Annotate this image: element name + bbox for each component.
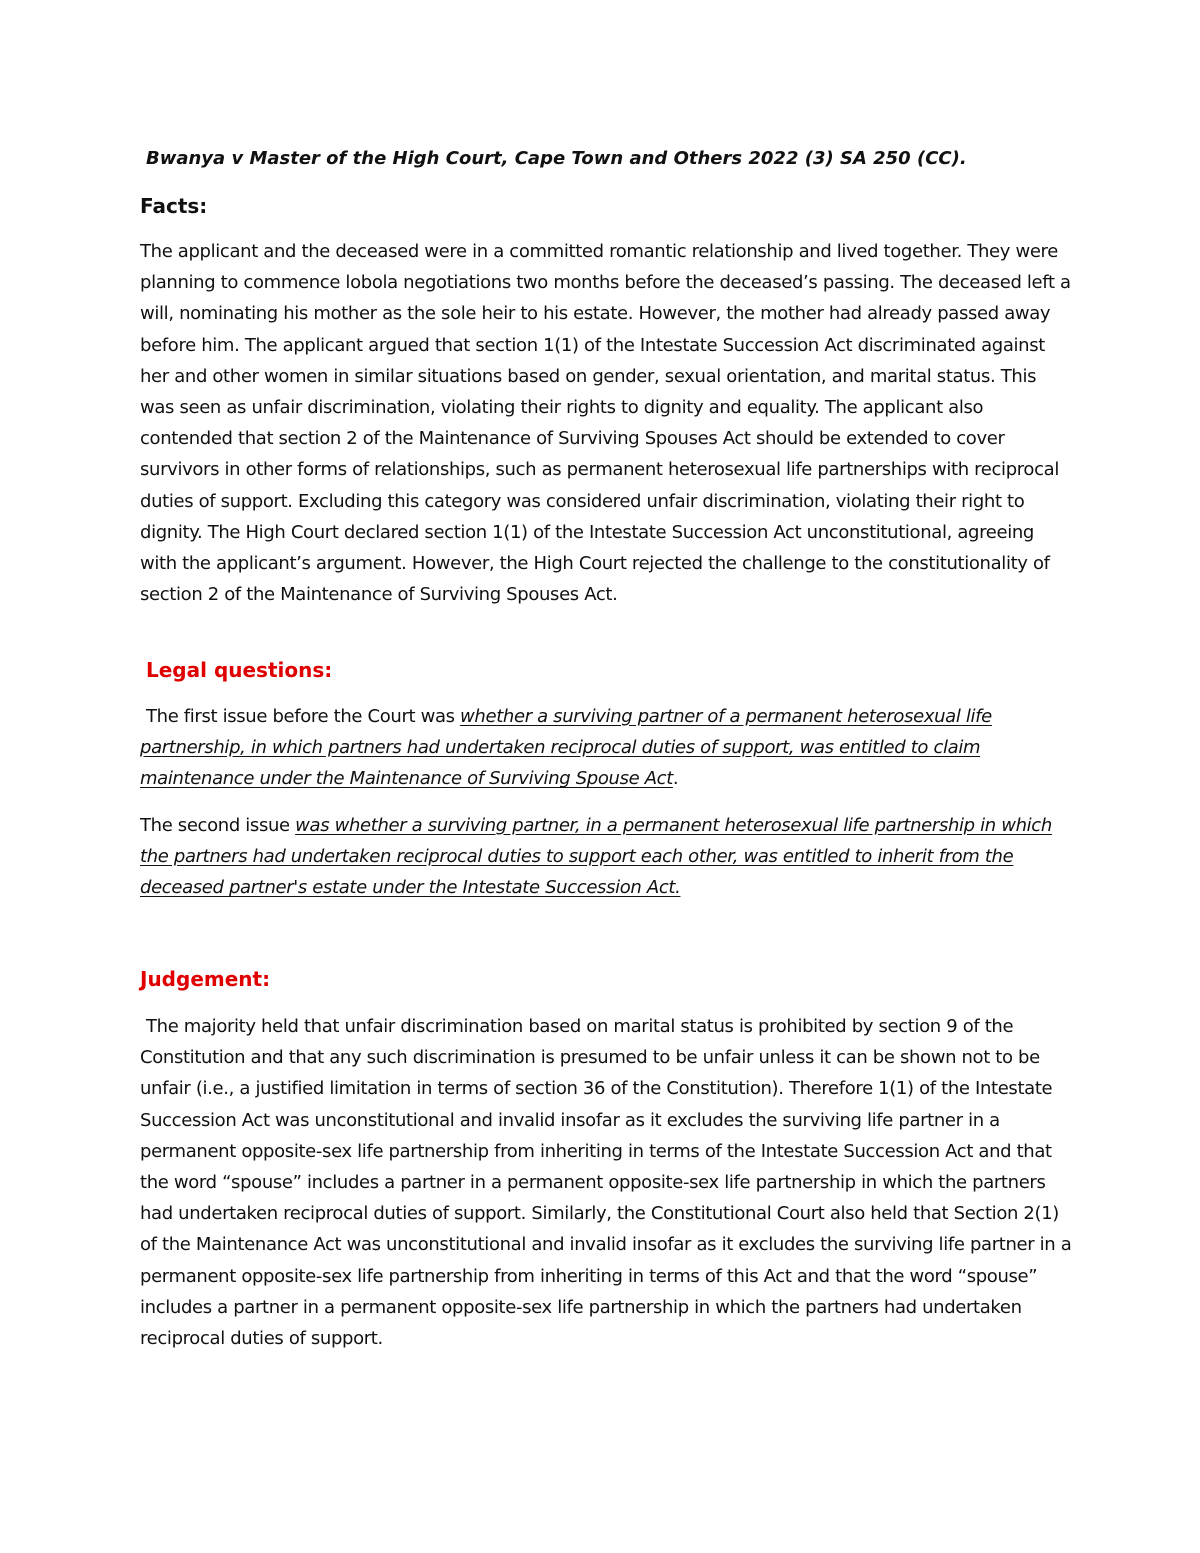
- judgement-heading: Judgement:: [140, 967, 271, 991]
- judgement-body: The majority held that unfair discrimination based on marital status is prohibited by section 9 of the Constitution and that any such discrimination is presumed to be unfair unless it can be shown not to be unfair (i.e., a justified limitation in terms of section 36 of the Constitution). Therefore 1(1) of the Intestate Succession Act was unconstitutional and invalid insofar as it excludes the surviving life partner in a permanent opposite-sex life partnership from inheriting in terms of the Intestate Succession Act and that the word “spouse” includes a partner in a permanent opposite-sex life partnership in which the partners had undertaken reciprocal duties of support. Similarly, the Constitutional Court also held that Section 2(1) of the Maintenance Act was unconstitutional and invalid insofar as it excludes the surviving life partner in a permanent opposite-sex life partnership from inheriting in terms of this Act and that the word “spouse” includes a partner in a permanent opposite-sex life partnership in which the partners had undertaken reciprocal duties of support.: [140, 1016, 1072, 1350]
- legal-question-2-emphasis: was whether a surviving partner, in a permanent heterosexual life partnership in which the partners had undertaken reciprocal duties to support each other, was entitled to inherit from the deceased partner's estate under the Intestate Succession Act.: [140, 815, 1052, 899]
- legal-question-1: [140, 701, 1075, 795]
- legal-question-1-suffix: .: [672, 768, 679, 790]
- legal-question-2-prefix: The second issue: [140, 815, 296, 836]
- legal-question-1-prefix: The first issue before the Court was: [146, 706, 461, 727]
- facts-heading: Facts:: [140, 194, 208, 218]
- facts-body: The applicant and the deceased were in a committed romantic relationship and lived together. They were planning to commence lobola negotiations two months before the deceased’s passing. The deceased left a will, nominating his mother as the sole heir to his estate. However, the mother had already passed away before him. The applicant argued that section 1(1) of the Intestate Succession Act discriminated against her and other women in similar situations based on gender, sexual orientation, and marital status. This was seen as unfair discrimination, violating their rights to dignity and equality. The applicant also contended that section 2 of the Maintenance of Surviving Spouses Act should be extended to cover survivors in other forms of relationships, such as permanent heterosexual life partnerships with reciprocal duties of support. Excluding this category was considered unfair discrimination, violating their right to dignity. The High Court declared section 1(1) of the Intestate Succession Act unconstitutional, agreeing with the applicant’s argument. However, the High Court rejected the challenge to the constitutionality of section 2 of the Maintenance of Surviving Spouses Act.: [140, 241, 1071, 606]
- legal-question-1-emphasis: whether a surviving partner of a permanent heterosexual life partnership, in which partners had undertaken reciprocal duties of support, was entitled to claim maintenance under the Maintenance of Surviving Spouse Act: [140, 706, 992, 790]
- case-title: Bwanya v Master of the High Court, Cape Town and Others 2022 (3) SA 250 (CC).: [146, 148, 967, 169]
- legal-questions-heading: Legal questions:: [146, 658, 333, 682]
- legal-question-2: [140, 810, 1075, 904]
